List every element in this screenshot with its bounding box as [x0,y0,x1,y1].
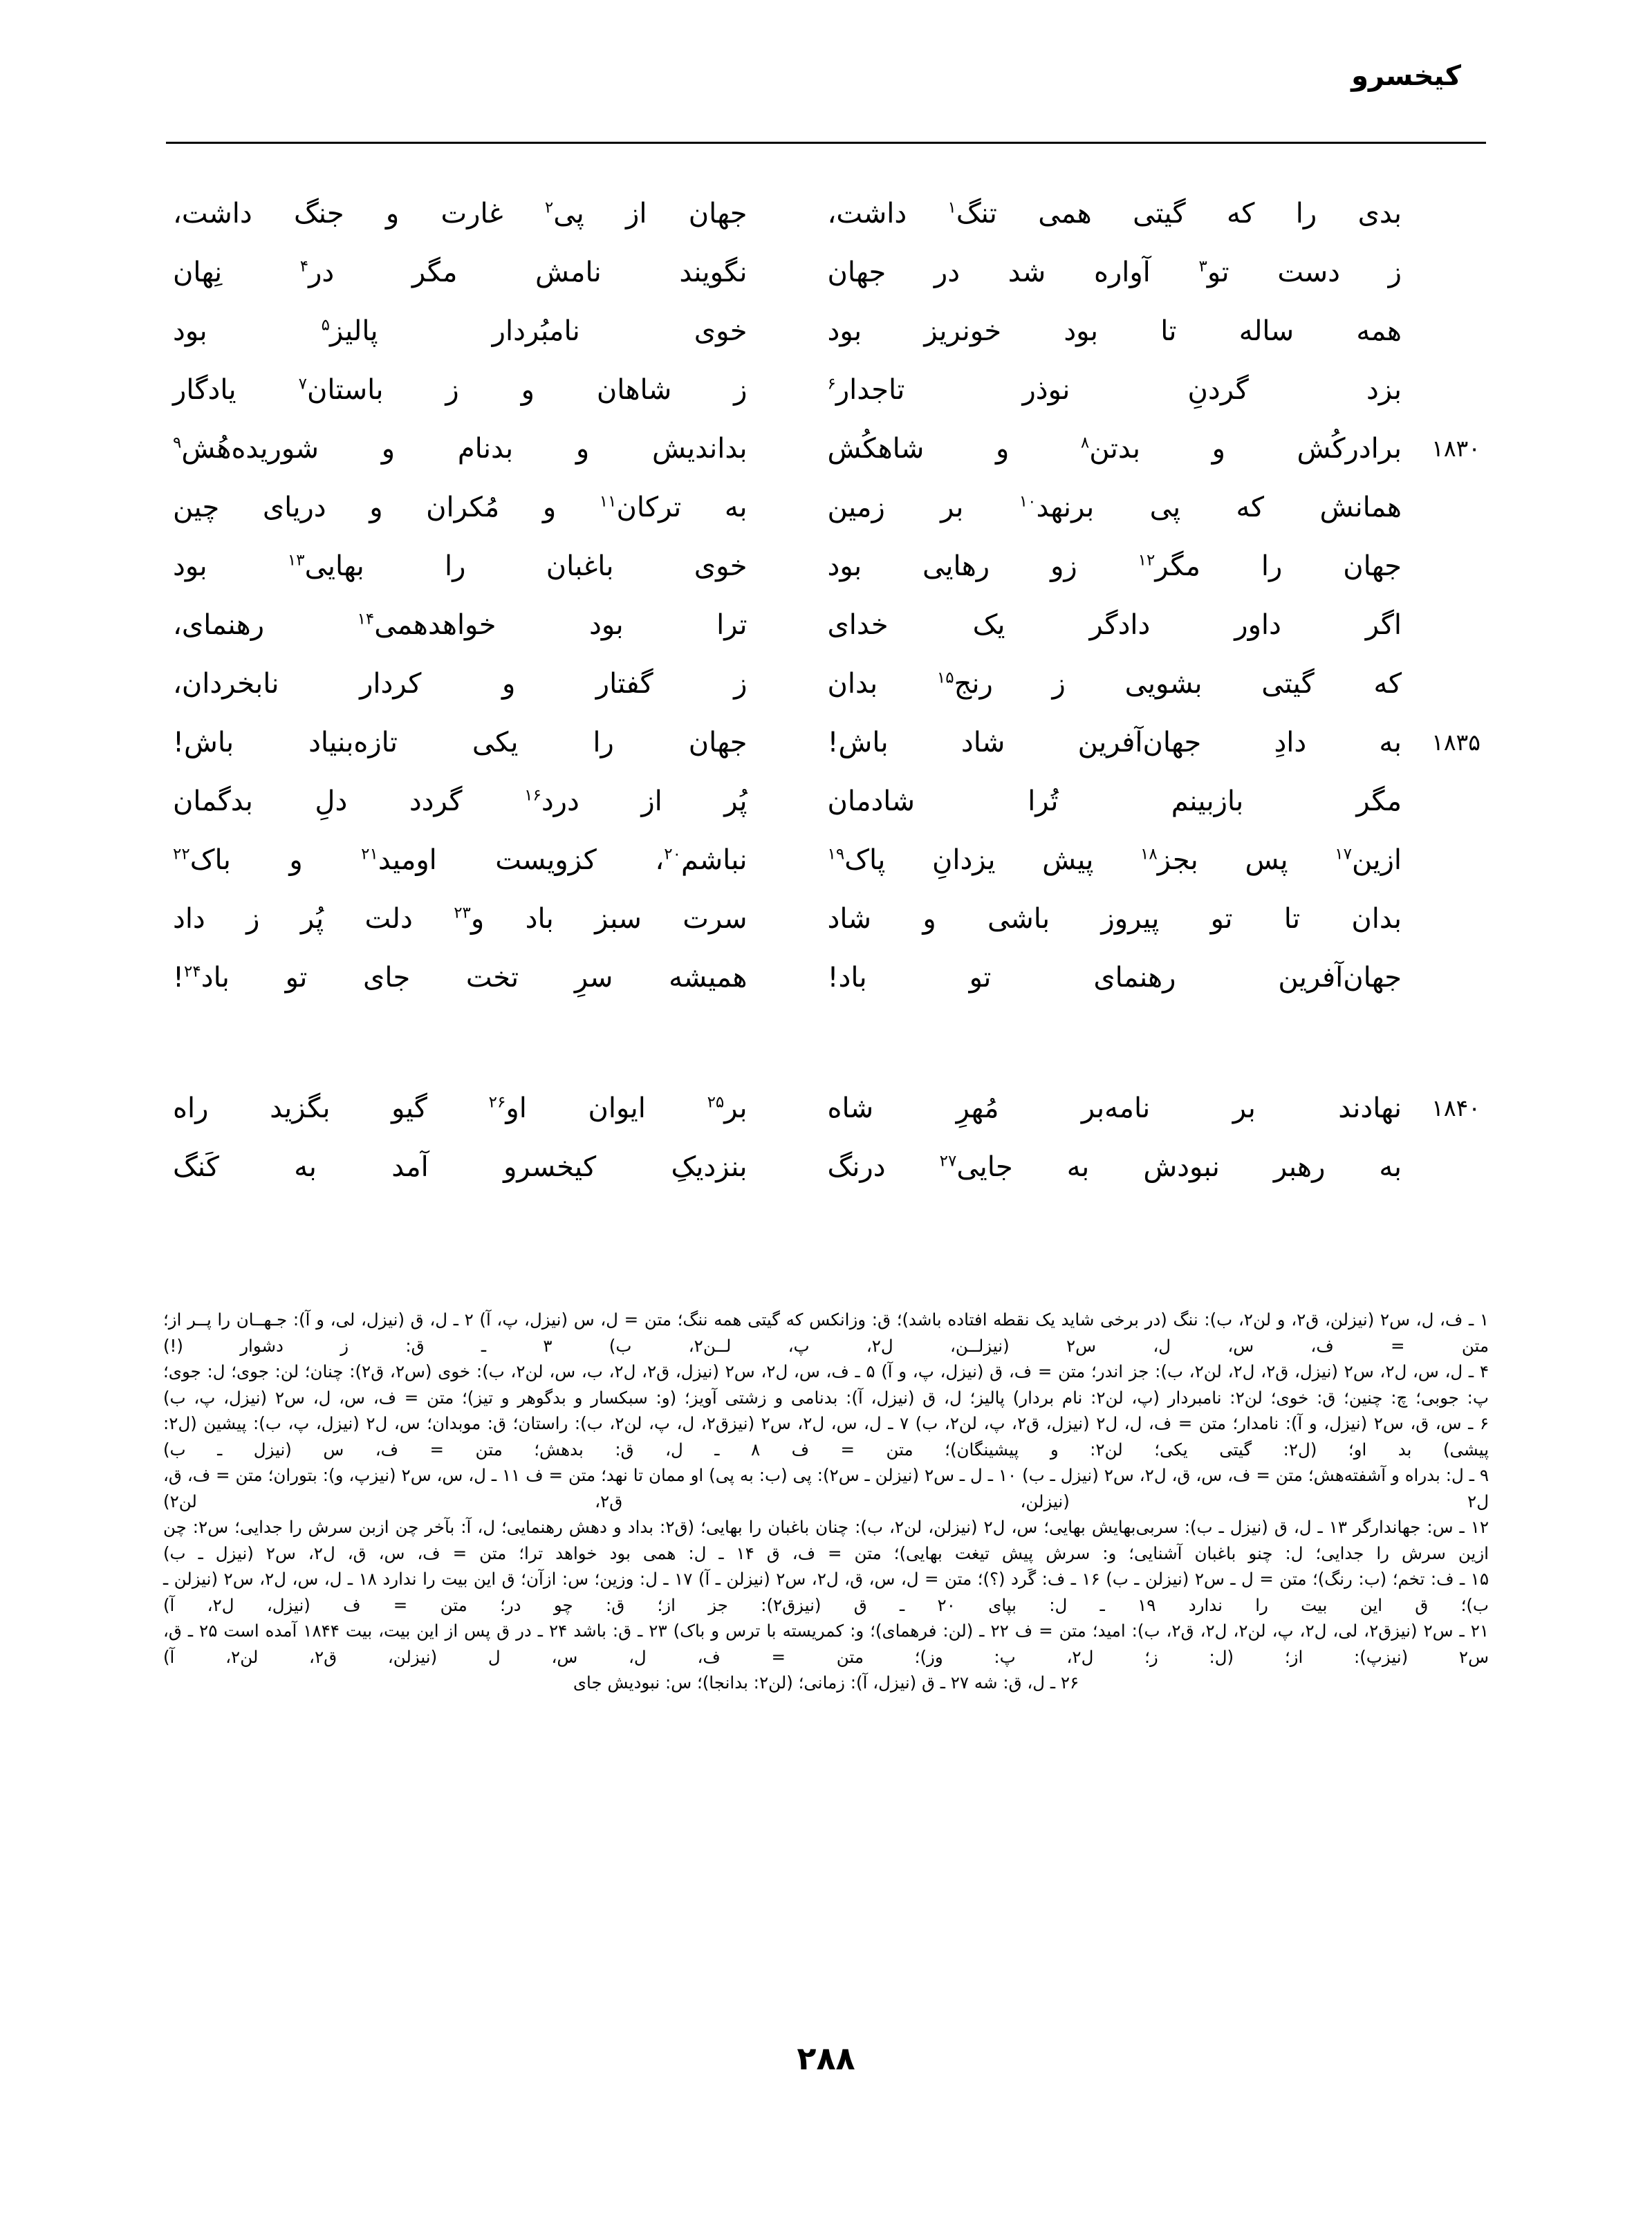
hemistich-right: همانش که پی برنهد$^{۱۰}$ بر زمین [827,492,1402,523]
hemistich-left: خوی نامبُردار پالیز$^۵$ بود [173,315,748,347]
apparatus-line: ۱۵ ـ ف: تخم؛ (ب: رنگ)؛ متن = ل ـ س٢ (نیز‌لن ـ ب) ۱۶ ـ ف: گَرد (؟)؛ متن = ل، س، ق، ل٢، س٢ (نیز‌لن ـ آ) ۱۷ ـ ل: وزین؛ س: ازآن؛ ق این بیت را ندارد ۱۸ ـ ل، س، ل٢، س٢ (نیز‌لن ـ ب)؛ ق این بیت را ندارد ۱۹ ـ ل: بپای ۲۰ ـ ق (نیز‌ق٢): جز از؛ ق: چو در؛ متن = ف (نیز‌ل، ل٢، آ) [163,1569,1489,1615]
verse-number: ۱۸۳۰ [1431,435,1481,462]
couplet-row [163,773,1489,830]
hemistich-right: مگر بازبینم تُرا شادمان [827,785,1402,817]
hemistich-left: بنزدیکِ کیخسرو آمد به کَنگ [173,1151,748,1183]
verse-group-two [163,1080,1489,1195]
apparatus-line: ۲۶ ـ ل، ق: شه ۲۷ ـ ق (نیز‌ل، آ): زمانی؛ (لن٢: بدانجا)؛ س: نبودیش جای [573,1673,1079,1693]
couplet-row [163,597,1489,653]
hemistich-left: همیشه سرِ تخت جای تو باد$^{۲۴}$! [173,962,748,994]
hemistich-right: که گیتی بشویی ز رنج$^{۱۵}$ بدان [827,668,1402,700]
hemistich-left: نگویند نامش مگر در$^۴$ نِهان [173,257,748,288]
couplet-row [163,185,1489,242]
hemistich-right: بدان تا تو پیروز باشی و شاد [827,903,1402,935]
hemistich-right: بدی را که گیتی همی تنگ$^۱$ داشت، [827,198,1402,230]
running-head-container [163,61,1489,102]
verse-body [163,185,1489,1198]
hemistich-left: به ترکان$^{۱۱}$ و مُکران و دریای چین [173,492,748,523]
apparatus-line: ۲۱ ـ س٢ (نیز‌ق٢، لی، ل٢، پ، لن٢، ل٢، ق٢، ب): امید؛ متن = ف ۲۲ ـ (لن: فرهمای)؛ و: کمریسته با ترس و باک) ۲۳ ـ ق: باشد ۲۴ ـ در ق پس از این بیت، بیت ۱۸۴۴ آمده است ۲۵ ـ ق، س٢ (نیز‌پ): از؛ (ل: ز؛ ل٢، پ: وز)؛ متن = ف، ل، س، ل (نیز‌لن، ق٢، لن٢، آ) [163,1621,1489,1667]
couplet-row [163,714,1489,771]
section-gap [163,1008,1489,1080]
couplet-row [163,303,1489,360]
hemistich-left: ترا بود خواهدهمی$^{۱۴}$ رهنمای، [173,609,748,641]
hemistich-right: ازین$^{۱۷}$ پس بجز$^{۱۸}$ پیش یزدانِ پاک$^{۱۹}$ [827,844,1402,876]
apparatus-line: ۹ ـ ل: بدراه و آشفته‌هش؛ متن = ف، س، ق، ل٢، س٢ (نیز‌ل ـ ب) ۱۰ ـ ل ـ س٢ (نیز‌لن ـ س٢): پی (ب: به پی) او ممان تا نهد؛ متن = ف ۱۱ ـ ل، س، س٢ (نیز‌پ، و): بتوران؛ متن = ف، ق، ل٢ (نیز‌لن، ق٢، لن٢) [163,1465,1489,1511]
hemistich-left: جهان را یکی تازه‌بنیاد باش! [173,727,748,758]
couplet-row [163,1080,1489,1137]
hemistich-right: جهان‌آفرین رهنمای تو باد! [827,962,1402,994]
couplet-row [163,479,1489,536]
verse-group-one [163,185,1489,1006]
hemistich-right: همه ساله تا بود خونریز بود [827,315,1402,347]
folio-page-number: ۲۸۸ [797,2040,855,2077]
hemistich-left: خوی باغبان را بهایی$^{۱۳}$ بود [173,550,748,582]
hemistich-right: جهان را مگر$^{۱۲}$ زو رهایی بود [827,550,1402,582]
hemistich-left: سرت سبز باد و$^{۲۳}$ دلت پُر ز داد [173,903,748,935]
apparatus-line: ۴ ـ ل، س، ل٢، س٢ (نیز‌ل، ق٢، ل٢، لن٢، ب): جز اندر؛ متن = ف، ق (نیز‌ل، پ، و آ) ۵ ـ ف، س، ل٢، س٢ (نیز‌ل، ق٢، ل٢، ب، س، لن٢، ب): خوی (س٢، ق٢): چنان؛ لن: جوی؛ ل: جوی؛ پ: جوبی؛ چ: چنین؛ ق: خوی؛ لن٢: نامبردار (پ، لن٢: نام بردار) پالیز؛ ل، ق (نیز‌ل، آ): بدنامی و زشتی آویز؛ (و: سبکسار و بدگوهر و تیز)؛ متن = ف، س، ل، س٢ (نیز‌ل، پ، ب) [163,1361,1489,1408]
couplet-row [163,1139,1489,1195]
couplet-row [163,244,1489,301]
couplet-row [163,655,1489,712]
hemistich-left: پُر از درد$^{۱۶}$ گردد دلِ بدگمان [173,785,748,817]
hemistich-left: ز شاهان و ز باستان$^۷$ یادگار [173,374,748,406]
apparatus-criticus [163,1307,1489,1696]
couplet-row [163,420,1489,477]
hemistich-right: نهادند بر نامه‌بر مُهرِ شاه [827,1092,1402,1124]
hemistich-left: جهان از پی$^۲$ غارت و جنگ داشت، [173,198,748,230]
hemistich-right: برادرکُش و بدتن$^۸$ و شاهکُش [827,433,1402,465]
couplet-row [163,832,1489,888]
couplet-row [163,891,1489,947]
hemistich-left: نباشم$^{۲۰}$، کزویست اومید$^{۲۱}$ و باک$^{۲۲}$ [173,844,748,876]
apparatus-line: ۱ ـ ف، ل، س٢ (نیز‌لن، ق٢، و لن٢، ب): ننگ (در برخی شاید یک نقطه افتاده باشد)؛ ق: وزانکس که گیتی همه ننگ؛ متن = ل، س (نیز‌ل، پ، آ) ۲ ـ ل، ق (نیز‌ل، لی، و آ): جـهــان را پــر از؛ متن = ف، س، ل، س٢ (نیز‌لــن، ل٢، پ، لــن٢، ب) ۳ ـ ق: ز دشوار (!) [163,1310,1489,1356]
verse-number: ۱۸۳۵ [1431,729,1481,756]
hemistich-left: بداندیش و بدنام و شوریده‌هُش$^۹$ [173,433,748,465]
hemistich-left: ز گفتار و کردار نابخردان، [173,668,748,700]
running-head-title: کیخسرو [1351,60,1461,92]
verse-number: ۱۸۴۰ [1431,1094,1481,1121]
header-rule-divider [166,142,1486,144]
couplet-row [163,538,1489,595]
hemistich-right: بزد گردنِ نوذر تاجدار$^۶$ [827,374,1402,406]
hemistich-left: بر$^{۲۵}$ ایوان او$^{۲۶}$ گیو بگزید راه [173,1092,748,1124]
couplet-row [163,362,1489,418]
hemistich-right: به دادِ جهان‌آفرین شاد باش! [827,727,1402,758]
hemistich-right: ز دست تو$^۳$ آواره شد در جهان [827,257,1402,288]
hemistich-right: به رهبر نبودش به جایی$^{۲۷}$ درنگ [827,1151,1402,1183]
apparatus-line: ۱۲ ـ س: جهاندارگر ۱۳ ـ ل، ق (نیز‌ل ـ ب): سربی‌بهایش بهایی؛ س، ل٢ (نیز‌لن، لن٢، ب): چنان باغبان را بهایی؛ (ق٢: بداد و دهش رهنمایی؛ ل، آ: بآخر چن ازبن سرش را جدایی؛ س٢: چن ازین سرش را جدایی؛ ل: چنو باغبان آشنایی؛ و: سرش پیش تیغت بهایی)؛ متن = ف، ق ۱۴ ـ ل: همی بود خواهد ترا؛ متن = ف، س، ق، ل٢، س٢ (نیز‌ل ـ ب) [163,1517,1489,1563]
apparatus-line: ۶ ـ س، ق، س٢ (نیز‌ل، و آ): نامدار؛ متن = ف، ل، ل٢ (نیز‌ل، ق٢، پ، لن٢، ب) ۷ ـ ل، س، ل٢، س٢ (نیز‌ق٢، ل، پ، لن٢، ب): راستان؛ ق: موبدان؛ س، ل٢ (نیز‌ل، پ، ب): پیشین (ل٢: پیشی) بد او؛ (ل٢: گیتی یکی؛ لن٢: و پیشینگان)؛ متن = ف ۸ ـ ل، ق: بدهش؛ متن = ف، س (نیز‌ل ـ ب) [163,1413,1489,1460]
hemistich-right: اگر داور دادگر یک خدای [827,609,1402,641]
couplet-row [163,949,1489,1006]
